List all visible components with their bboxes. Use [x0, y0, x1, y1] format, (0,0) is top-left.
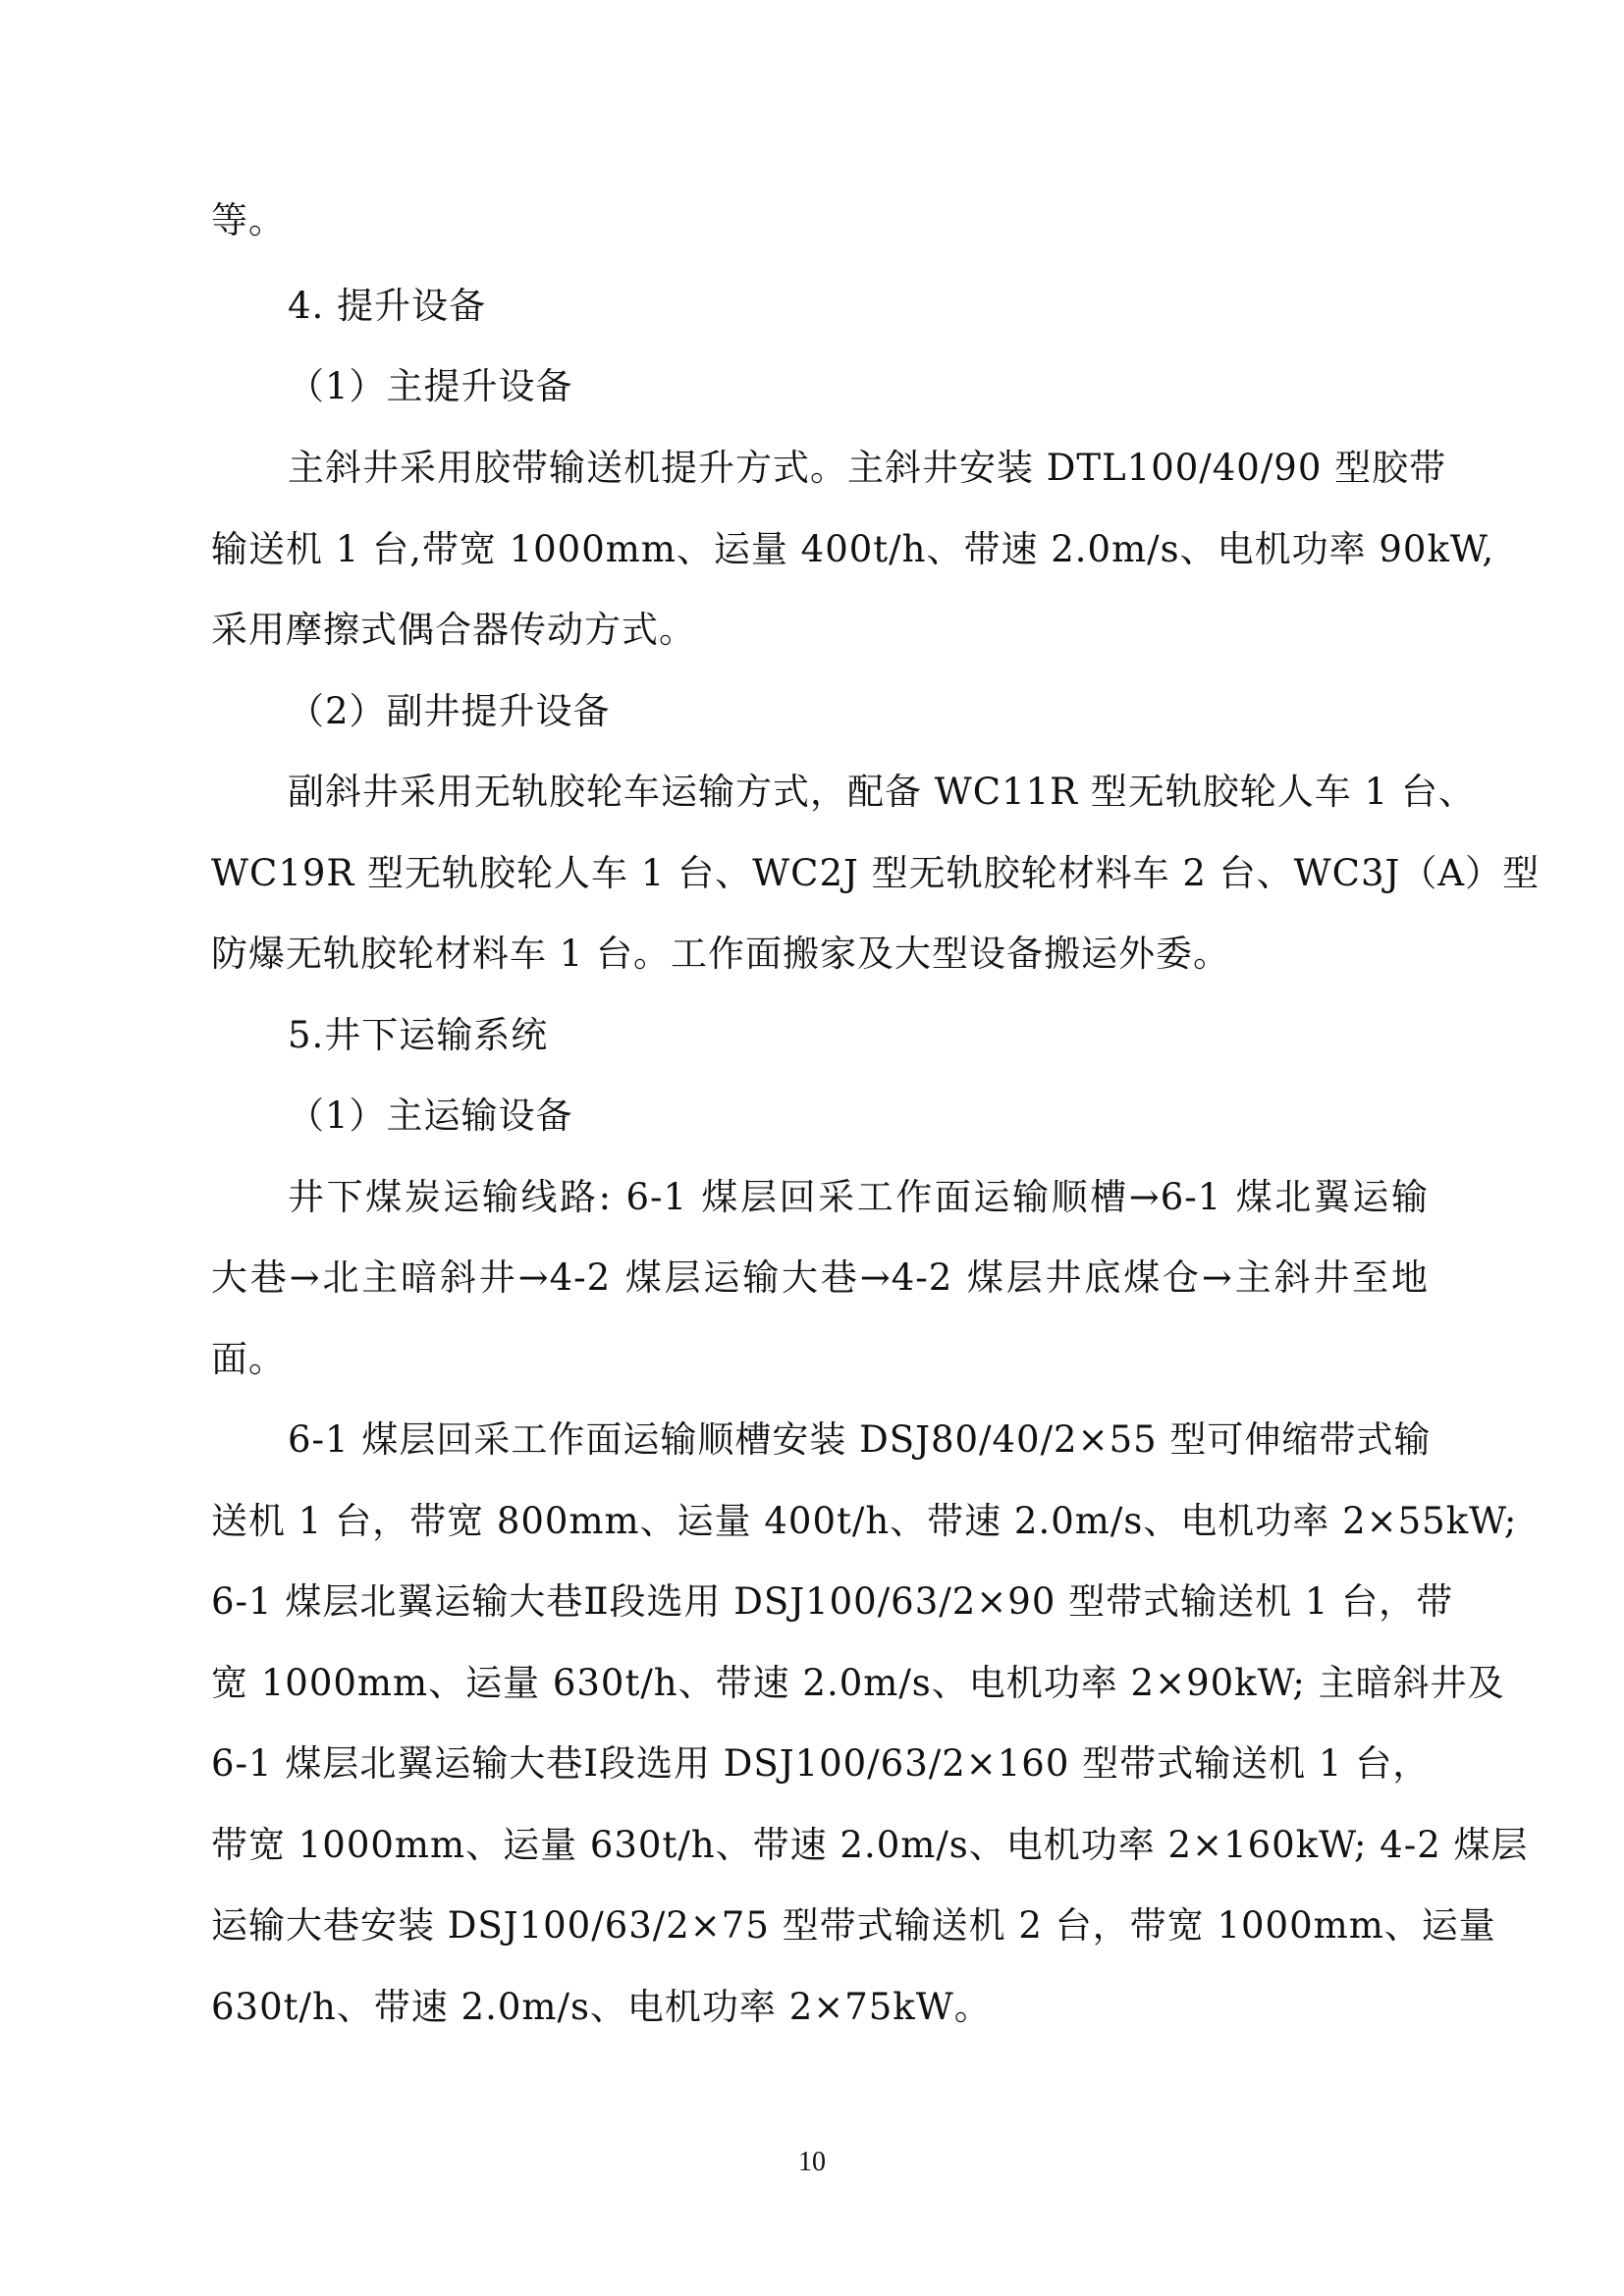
paragraph-conveyors-line-3: 6-1 煤层北翼运输大巷Ⅱ段选用 DSJ100/63/2×90 型带式输送机 1 台，带 — [211, 1580, 1454, 1623]
paragraph-auxiliary-hoisting-line-1: 副斜井采用无轨胶轮车运输方式，配备 WC11R 型无轨胶轮人车 1 台、 — [288, 771, 1476, 813]
section-heading-underground-transport: 5.井下运输系统 — [288, 1014, 549, 1056]
paragraph-conveyors-line-2: 送机 1 台，带宽 800mm、运量 400t/h、带速 2.0m/s、电机功率 2×55kW; — [211, 1500, 1518, 1542]
paragraph-main-hoisting-line-3: 采用摩擦式偶合器传动方式。 — [211, 609, 696, 651]
page-number: 10 — [798, 2147, 826, 2177]
paragraph-conveyors-line-6: 带宽 1000mm、运量 630t/h、带速 2.0m/s、电机功率 2×160kW; 4-2 煤层 — [211, 1824, 1529, 1866]
text-line-end-of-previous-paragraph: 等。 — [211, 199, 286, 241]
section-heading-hoisting-equipment: 4. 提升设备 — [288, 285, 487, 327]
subsection-heading-auxiliary-hoisting: （2）副井提升设备 — [288, 690, 611, 732]
paragraph-auxiliary-hoisting-line-3: 防爆无轨胶轮材料车 1 台。工作面搬家及大型设备搬运外委。 — [211, 933, 1231, 975]
paragraph-auxiliary-hoisting-line-2: WC19R 型无轨胶轮人车 1 台、WC2J 型无轨胶轮材料车 2 台、WC3J（A）型 — [211, 852, 1541, 894]
subsection-heading-main-hoisting: （1）主提升设备 — [288, 365, 573, 407]
paragraph-conveyors-line-5: 6-1 煤层北翼运输大巷Ⅰ段选用 DSJ100/63/2×160 型带式输送机 1 台， — [211, 1742, 1431, 1785]
paragraph-coal-route-line-2: 大巷→北主暗斜井→4-2 煤层运输大巷→4-2 煤层井底煤仓→主斜井至地 — [211, 1256, 1429, 1299]
paragraph-coal-route-line-1: 井下煤炭运输线路: 6-1 煤层回采工作面运输顺槽→6-1 煤北翼运输 — [288, 1176, 1429, 1218]
paragraph-coal-route-line-3: 面。 — [211, 1338, 286, 1380]
subsection-heading-main-transport: （1）主运输设备 — [288, 1095, 573, 1137]
paragraph-conveyors-line-8: 630t/h、带速 2.0m/s、电机功率 2×75kW。 — [211, 1986, 992, 2028]
paragraph-main-hoisting-line-2: 输送机 1 台,带宽 1000mm、运量 400t/h、带速 2.0m/s、电机功率 90kW, — [211, 528, 1495, 570]
paragraph-main-hoisting-line-1: 主斜井采用胶带输送机提升方式。主斜井安装 DTL100/40/90 型胶带 — [288, 447, 1447, 489]
paragraph-conveyors-line-7: 运输大巷安装 DSJ100/63/2×75 型带式输送机 2 台，带宽 1000mm、运量 — [211, 1904, 1496, 1947]
paragraph-conveyors-line-1: 6-1 煤层回采工作面运输顺槽安装 DSJ80/40/2×55 型可伸缩带式输 — [288, 1418, 1432, 1461]
paragraph-conveyors-line-4: 宽 1000mm、运量 630t/h、带速 2.0m/s、电机功率 2×90kW; 主暗斜井及 — [211, 1662, 1505, 1704]
